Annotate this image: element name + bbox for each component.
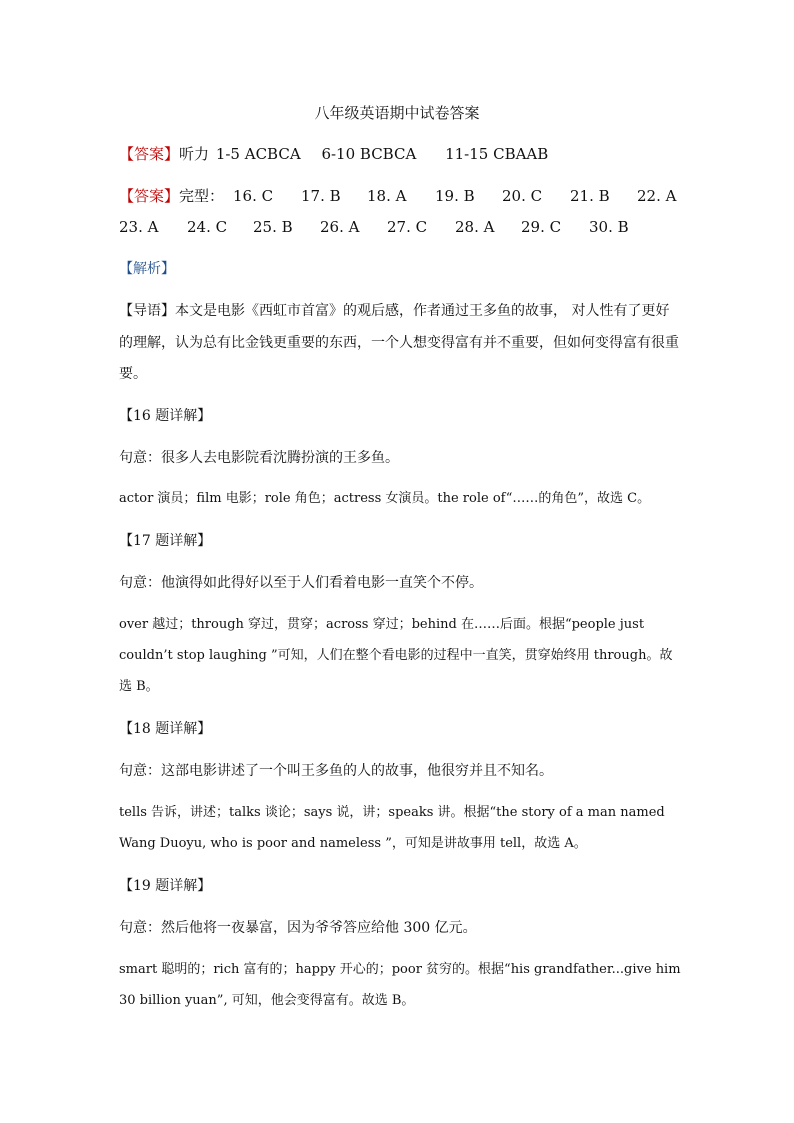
- q19-heading: 【19 题详解】: [119, 878, 212, 894]
- cloze-answer: 22. A: [637, 187, 677, 205]
- cloze-label: 完型：: [179, 187, 225, 205]
- q17-meaning: 句意：他演得如此得好以至于人们看着电影一直笑个不停。: [119, 575, 483, 591]
- q17-heading: 【17 题详解】: [119, 533, 212, 549]
- q19-meaning: 句意：然后他将一夜暴富，因为爷爷答应给他 300 亿元。: [119, 920, 477, 936]
- cloze-answer: 17. B: [301, 187, 341, 205]
- listening-group-1: 1-5 ACBCA: [215, 145, 301, 163]
- q18-detail-line: tells 告诉，讲述；talks 谈论；says 说，讲；speaks 讲。根据“the story of a man named: [119, 805, 665, 820]
- cloze-answer: 25. B: [253, 218, 293, 236]
- q17-detail-line: couldn’t stop laughing ”可知，人们在整个看电影的过程中一直笑，贯穿始终用 through。故: [119, 648, 673, 663]
- cloze-answer: 21. B: [570, 187, 610, 205]
- answer-tag: 【答案】: [119, 187, 180, 205]
- q19-detail-line: 30 billion yuan”, 可知，他会变得富有。故选 B。: [119, 993, 415, 1008]
- intro-text: 本文是电影《西虹市首富》的观后感，作者通过王多鱼的故事， 对人性有了更好: [175, 303, 670, 319]
- cloze-answer: 19. B: [435, 187, 475, 205]
- cloze-answer: 26. A: [320, 218, 360, 236]
- cloze-answer: 23. A: [119, 218, 159, 236]
- cloze-answer: 28. A: [455, 218, 495, 236]
- q17-detail-line: 选 B。: [119, 679, 159, 694]
- q18-detail-line: Wang Duoyu, who is poor and nameless ”，可知是讲故事用 tell，故选 A。: [119, 836, 587, 851]
- cloze-answer: 27. C: [387, 218, 428, 236]
- answer-tag: 【答案】: [119, 145, 180, 163]
- intro-line-3: 要。: [119, 366, 147, 382]
- cloze-answer: 16. C: [233, 187, 274, 205]
- q19-detail-line: smart 聪明的；rich 富有的；happy 开心的；poor 贫穷的。根据“his grandfather...give him: [119, 962, 681, 977]
- q18-meaning: 句意：这部电影讲述了一个叫王多鱼的人的故事，他很穷并且不知名。: [119, 763, 553, 779]
- intro-line-2: 的理解，认为总有比金钱更重要的东西，一个人想变得富有并不重要，但如何变得富有很重: [119, 335, 679, 351]
- cloze-answer: 18. A: [367, 187, 407, 205]
- intro-line-1: [119, 301, 669, 321]
- listening-answers: [119, 144, 548, 164]
- q18-heading: 【18 题详解】: [119, 721, 212, 737]
- cloze-answers-row-1: [119, 186, 224, 206]
- listening-group-3: 11-15 CBAAB: [445, 145, 549, 163]
- listening-label: 听力: [179, 145, 210, 163]
- intro-tag: 【导语】: [119, 303, 175, 319]
- page-title: 八年级英语期中试卷答案: [314, 104, 480, 122]
- q17-detail-line: over 越过；through 穿过，贯穿；across 穿过；behind 在……后面。根据“people just: [119, 617, 645, 632]
- q16-meaning: 句意：很多人去电影院看沈腾扮演的王多鱼。: [119, 450, 399, 466]
- cloze-answer: 24. C: [187, 218, 228, 236]
- cloze-answer: 20. C: [502, 187, 543, 205]
- cloze-answer: 30. B: [589, 218, 629, 236]
- analysis-tag: 【解析】: [119, 261, 175, 277]
- q16-heading: 【16 题详解】: [119, 408, 212, 424]
- cloze-answer: 29. C: [521, 218, 562, 236]
- listening-group-2: 6-10 BCBCA: [321, 145, 417, 163]
- q16-detail-line: actor 演员；film 电影；role 角色；actress 女演员。the role of“……的角色”，故选 C。: [119, 491, 651, 506]
